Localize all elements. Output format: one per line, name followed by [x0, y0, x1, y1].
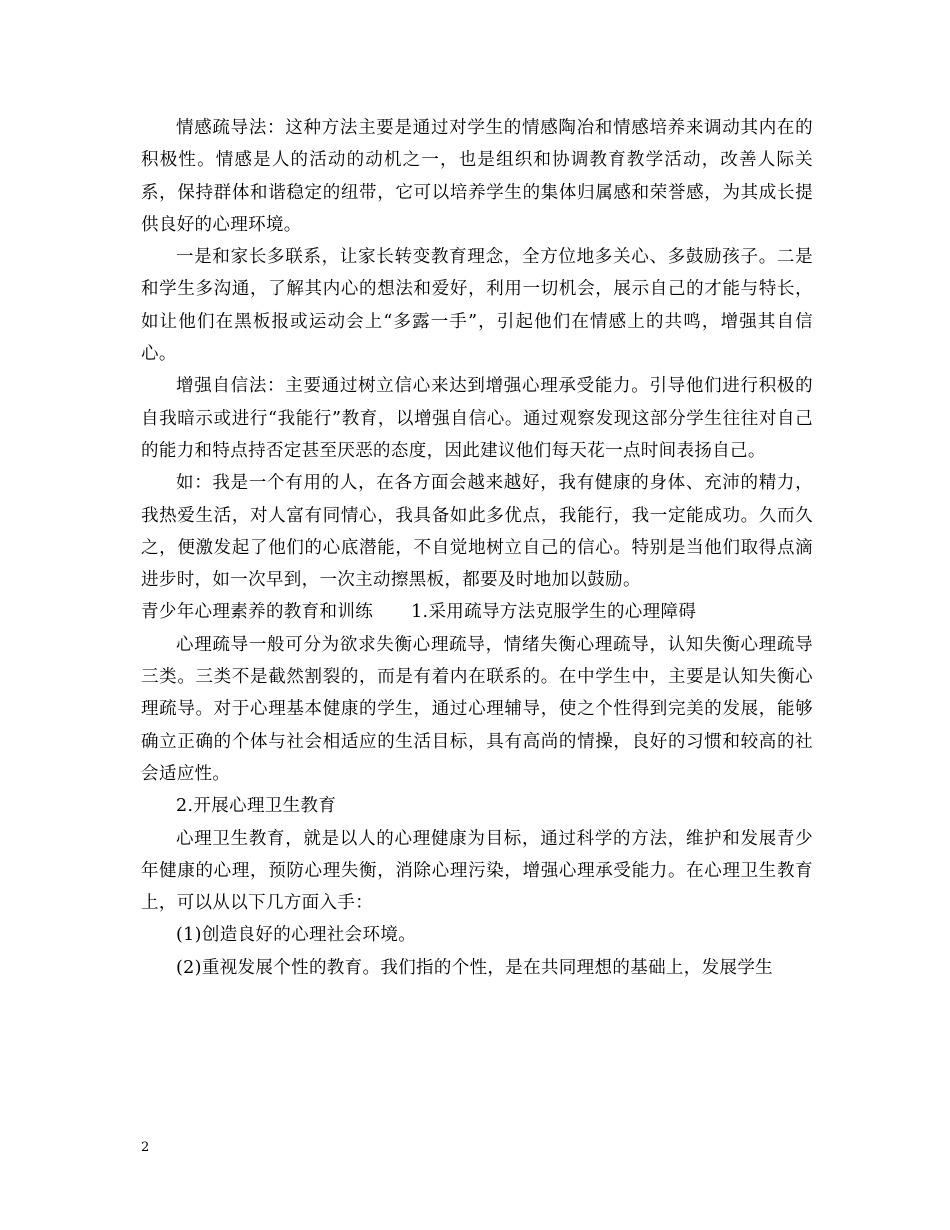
paragraph-confidence-method: 增强自信法：主要通过树立信心来达到增强心理承受能力。引导他们进行积极的自我暗示或进行“我能行”教育，以增强自信心。通过观察发现这部分学生往往对自己的能力和特点持否定甚至厌恶的态度，因此建议他们每天花一点时间表扬自己。	[141, 376, 813, 461]
paragraph-emotional-guidance: 情感疏导法：这种方法主要是通过对学生的情感陶冶和情感培养来调动其内在的积极性。情感是人的活动的动机之一，也是组织和协调教育教学活动，改善人际关系，保持群体和谐稳定的纽带，它可以培养学生的集体归属感和荣誉感，为其成长提供良好的心理环境。	[141, 118, 813, 235]
paragraph-parent-student-communication: 一是和家长多联系，让家长转变教育理念，全方位地多关心、多鼓励孩子。二是和学生多沟通，了解其内心的想法和爱好，利用一切机会，展示自己的才能与特长，如让他们在黑板报或运动会上“多露一手”，引起他们在情感上的共鸣，增强其自信心。	[141, 247, 813, 365]
paragraph-psychological-guidance: 心理疏导一般可分为欲求失衡心理疏导，情绪失衡心理疏导，认知失衡心理疏导三类。三类不是截然割裂的，而是有着内在联系的。在中学生中，主要是认知失衡心理疏导。对于心理基本健康的学生，通过心理辅导，使之个性得到完美的发展，能够确立正确的个体与社会相适应的生活目标，具有高尚的情操，良好的习惯和较高的社会适应性。	[141, 634, 813, 784]
subheading-mental-hygiene: 2.开展心理卫生教育	[176, 796, 337, 817]
paragraph-mental-hygiene: 心理卫生教育，就是以人的心理健康为目标，通过科学的方法，维护和发展青少年健康的心理，预防心理失衡，消除心理污染，增强心理承受能力。在心理卫生教育上，可以从以下几方面入手：	[141, 828, 813, 914]
list-item-environment: (1)创造良好的心理社会环境。	[176, 925, 417, 946]
page-number: 2	[141, 1140, 150, 1155]
paragraph-self-affirmation-example: 如：我是一个有用的人，在各方面会越来越好，我有健康的身体、充沛的精力，我热爱生活，对人富有同情心，我具备如此多优点，我能行，我一定能成功。久而久之，便激发起了他们的心底潜能，不自觉地树立自己的信心。特别是当他们取得点滴进步时，如一次早到，一次主动擦黑板，都要及时地加以鼓励。	[141, 473, 813, 591]
section-title: 青少年心理素养的教育和训练	[141, 602, 374, 623]
document-page	[141, 112, 813, 984]
section-subtitle: 1.采用疏导方法克服学生的心理障碍	[411, 602, 697, 623]
section-heading	[141, 596, 813, 628]
list-item-personality: (2)重视发展个性的教育。我们指的个性，是在共同理想的基础上，发展学生	[176, 957, 774, 978]
